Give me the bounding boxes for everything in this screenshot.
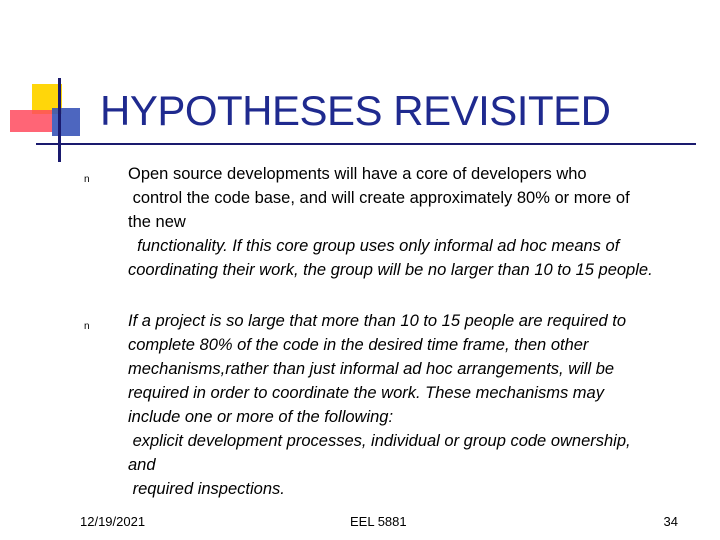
bullet-2-line: If a project is so large that more than 10 to 15 people are required to xyxy=(128,312,627,330)
blue-square-decoration xyxy=(52,108,80,136)
footer-page-number: 34 xyxy=(663,514,678,529)
bullet-2-line: complete 80% of the code in the desired time frame, then other xyxy=(128,336,589,354)
bullet-2-line: and xyxy=(128,456,156,474)
bullet-marker: n xyxy=(84,174,90,185)
red-square-decoration xyxy=(10,110,52,132)
bullet-item-1 xyxy=(128,162,708,282)
vertical-rule xyxy=(58,78,61,162)
bullet-2-line: required in order to coordinate the work. These mechanisms may xyxy=(128,384,604,402)
bullet-1-line: functionality. If this core group uses only informal ad hoc means of xyxy=(128,237,620,255)
bullet-2-line: explicit development processes, individual or group code ownership, xyxy=(128,432,631,450)
footer-course: EEL 5881 xyxy=(350,514,407,529)
bullet-marker: n xyxy=(84,321,90,332)
bullet-item-2 xyxy=(128,309,708,501)
slide-title: HYPOTHESES REVISITED xyxy=(100,87,611,134)
bullet-2-line: required inspections. xyxy=(128,480,285,498)
footer-date: 12/19/2021 xyxy=(80,514,146,529)
bullet-1-line: Open source developments will have a core of developers who xyxy=(128,165,587,183)
horizontal-rule xyxy=(36,143,696,145)
bullet-1-line: control the code base, and will create approximately 80% or more of xyxy=(128,189,630,207)
bullet-2-line: mechanisms,rather than just informal ad hoc arrangements, will be xyxy=(128,360,615,378)
bullet-2-line: include one or more of the following: xyxy=(128,408,394,426)
bullet-1-line: the new xyxy=(128,213,186,231)
bullet-1-line: coordinating their work, the group will be no larger than 10 to 15 people. xyxy=(128,261,653,279)
